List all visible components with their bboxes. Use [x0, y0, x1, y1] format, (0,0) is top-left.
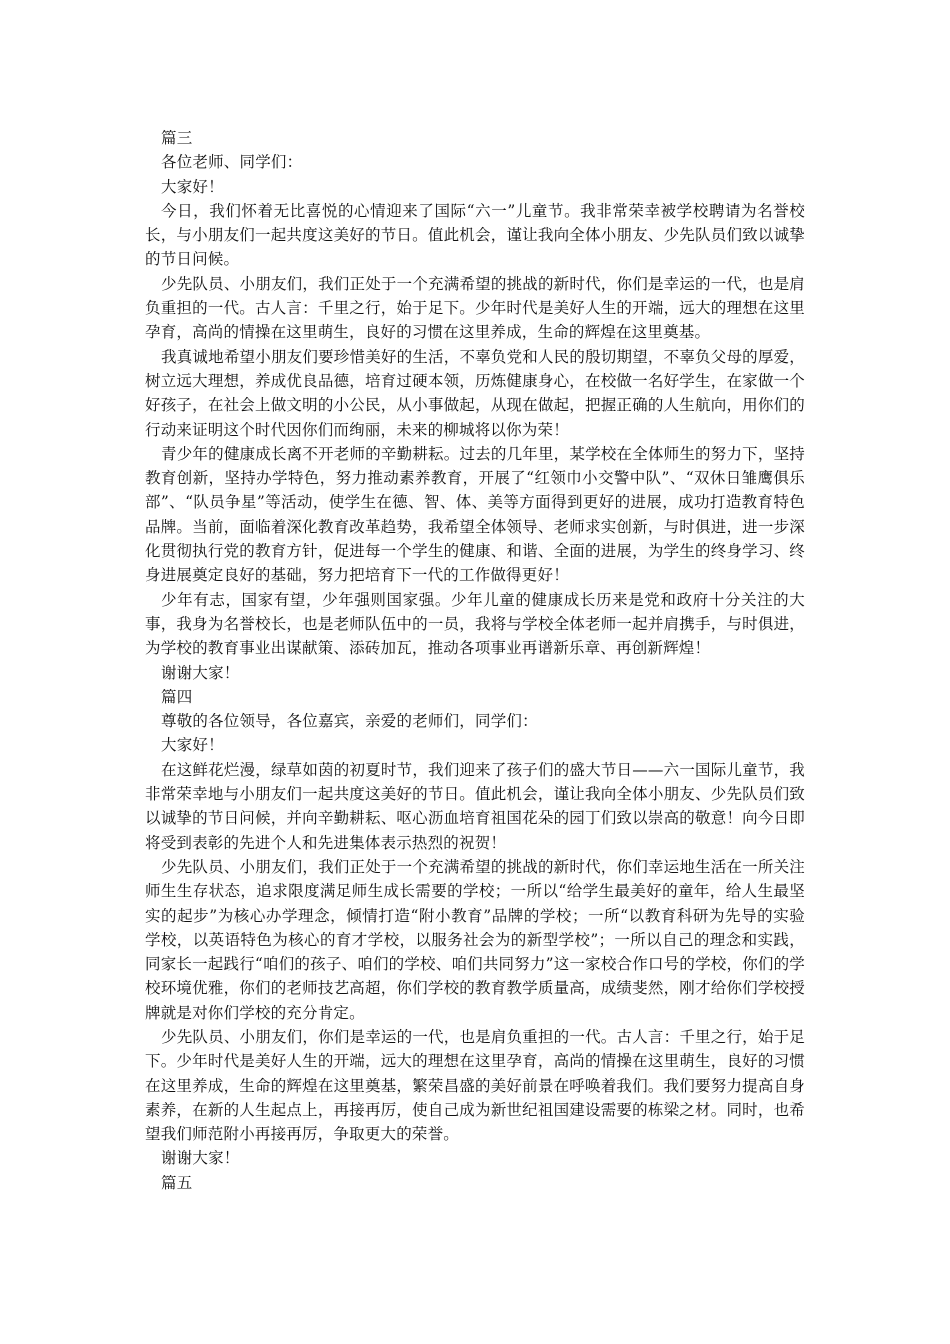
- body-paragraph: 少年有志，国家有望，少年强则国家强。少年儿童的健康成长历来是党和政府十分关注的大事，我身为名誉校长，也是老师队伍中的一员，我将与学校全体老师一起并肩携手，与时俱进，为学校的教育事业出谋献策、添砖加瓦，推动各项事业再谱新乐章、再创新辉煌！: [145, 590, 805, 658]
- greeting: 大家好！: [161, 736, 224, 755]
- section-heading-3: 篇三: [161, 129, 193, 147]
- body-paragraph: 今日，我们怀着无比喜悦的心情迎来了国际“六一”儿童节。我非常荣幸被学校聘请为名誉校长，与小朋友们一起共度这美好的节日。值此机会，谨让我向全体小朋友、少先队员们致以诚挚的节日问候。: [145, 201, 805, 269]
- body-paragraph: 青少年的健康成长离不开老师的辛勤耕耘。过去的几年里，某学校在全体师生的努力下，坚持教育创新，坚持办学特色，努力推动素养教育，开展了“红领巾小交警中队”、“双休日雏鹰俱乐部”、“队员争星”等活动，使学生在德、智、体、美等方面得到更好的进展，成功打造教育特色品牌。当前，面临着深化教育改革趋势，我希望全体领导、老师求实创新，与时俱进，进一步深化贯彻执行党的教育方针，促进每一个学生的健康、和谐、全面的进展，为学生的终身学习、终身进展奠定良好的基础，努力把培育下一代的工作做得更好！: [145, 444, 805, 585]
- section-heading-4: 篇四: [161, 687, 193, 706]
- body-paragraph: 我真诚地希望小朋友们要珍惜美好的生活，不辜负党和人民的殷切期望，不辜负父母的厚爱，树立远大理想，养成优良品德，培育过硬本领，历炼健康身心，在校做一名好学生，在家做一个好孩子，在社会上做文明的小公民，从小事做起，从现在做起，把握正确的人生航向，用你们的行动来证明这个时代因你们而绚丽，未来的柳城将以你为荣！: [145, 347, 805, 439]
- salutation: 各位老师、同学们：: [161, 153, 303, 172]
- closing-thanks: 谢谢大家！: [161, 663, 240, 682]
- greeting: 大家好！: [161, 177, 224, 196]
- body-paragraph: 少先队员、小朋友们，你们是幸运的一代，也是肩负重担的一代。古人言：千里之行，始于足下。少年时代是美好人生的开端，远大的理想在这里孕育，高尚的情操在这里萌生，良好的习惯在这里养成，生命的辉煌在这里奠基，繁荣昌盛的美好前景在呼唤着我们。我们要努力提高自身素养，在新的人生起点上，再接再厉，使自己成为新世纪祖国建设需要的栋梁之材。同时，也希望我们师范附小再接再厉，争取更大的荣誉。: [145, 1027, 805, 1144]
- salutation: 尊敬的各位领导，各位嘉宾，亲爱的老师们，同学们：: [161, 712, 538, 731]
- section-heading-5: 篇五: [161, 1173, 193, 1192]
- closing-thanks: 谢谢大家！: [161, 1149, 240, 1168]
- body-paragraph: 在这鲜花烂漫，绿草如茵的初夏时节，我们迎来了孩子们的盛大节日——六一国际儿童节，我非常荣幸地与小朋友们一起共度这美好的节日。值此机会，谨让我向全体小朋友、少先队员们致以诚挚的节日问候，并向辛勤耕耘、呕心沥血培育祖国花朵的园丁们致以崇高的敬意！向今日即将受到表彰的先进个人和先进集体表示热烈的祝贺！: [145, 760, 805, 852]
- body-paragraph: 少先队员、小朋友们，我们正处于一个充满希望的挑战的新时代，你们是幸运的一代，也是肩负重担的一代。古人言：千里之行，始于足下。少年时代是美好人生的开端，远大的理想在这里孕育，高尚的情操在这里萌生，良好的习惯在这里养成，生命的辉煌在这里奠基。: [145, 274, 805, 342]
- body-paragraph: 少先队员、小朋友们，我们正处于一个充满希望的挑战的新时代，你们幸运地生活在一所关注师生生存状态，追求限度满足师生成长需要的学校；一所以“给学生最美好的童年，给人生最坚实的起步”为核心办学理念，倾情打造“附小教育”品牌的学校；一所“以教育科研为先导的实验学校，以英语特色为核心的育才学校，以服务社会为的新型学校”；一所以自己的理念和实践，同家长一起践行“咱们的孩子、咱们的学校、咱们共同努力”这一家校合作口号的学校，你们的学校环境优雅，你们的老师技艺高超，你们学校的教育教学质量高，成绩斐然，刚才给你们学校授牌就是对你们学校的充分肯定。: [145, 857, 805, 1022]
